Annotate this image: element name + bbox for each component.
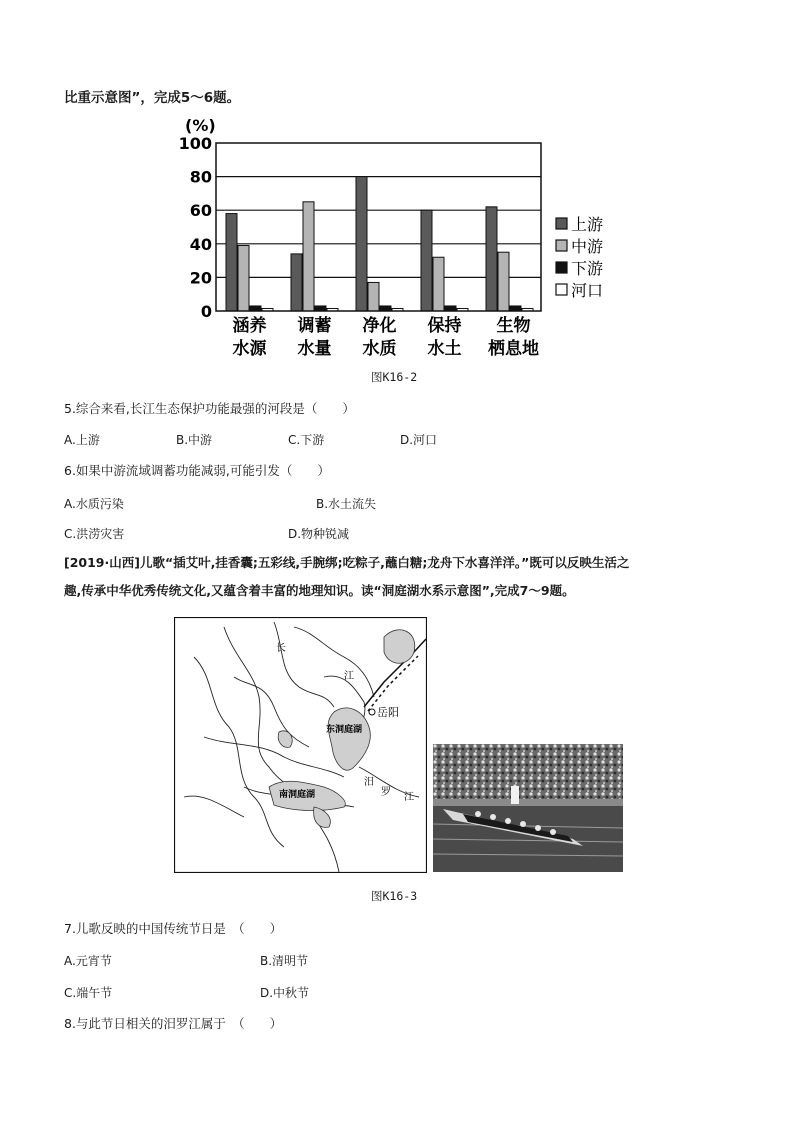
y-tick-label: 0 xyxy=(200,302,212,321)
passage-line-2: 趣,传承中华优秀传统文化,又蕴含着丰富的地理知识。读“洞庭湖水系示意图”,完成7～9题。 xyxy=(64,583,575,598)
bar-下游-生物 xyxy=(510,306,521,311)
intro-text: 比重示意图”，完成5～6题。 xyxy=(64,90,241,106)
x-label-line1: 调蓄 xyxy=(297,316,332,336)
x-label-line2: 水土 xyxy=(427,339,462,359)
standing-figure xyxy=(511,786,519,804)
bar-上游-调蓄 xyxy=(291,254,302,311)
label-east-dongting: 东洞庭湖 xyxy=(326,725,363,735)
y-tick-label: 80 xyxy=(189,167,212,187)
passage-line-1: [2019·山西]儿歌“插艾叶,挂香囊;五彩线,手腕绑;吃粽子,蘸白糖;龙舟下水喜洋洋。”既可以反映生活之 xyxy=(64,555,630,570)
q6-option-b[interactable]: B.水土流失 xyxy=(316,497,377,511)
y-tick-label: 40 xyxy=(189,234,212,254)
legend-swatch-中游 xyxy=(556,240,567,251)
q7-option-b[interactable]: B.清明节 xyxy=(260,954,309,968)
question-7-stem: 7.儿歌反映的中国传统节日是 （ ） xyxy=(64,921,283,936)
legend xyxy=(556,215,603,300)
legend-label: 河口 xyxy=(571,281,604,300)
label-jiang: 江 xyxy=(344,671,354,682)
q7-option-a[interactable]: A.元宵节 xyxy=(64,954,112,968)
bar-上游-涵养 xyxy=(226,214,237,311)
bar-中游-保持 xyxy=(433,257,444,311)
q7-option-d[interactable]: D.中秋节 xyxy=(260,986,310,1000)
q7-option-c[interactable]: C.端午节 xyxy=(64,986,113,1000)
label-luo: 罗 xyxy=(381,787,391,798)
x-label-line2: 水源 xyxy=(232,339,267,359)
bar-下游-保持 xyxy=(445,306,456,311)
y-tick-label: 100 xyxy=(178,134,212,153)
question-8-stem: 8.与此节日相关的汨罗江属于 （ ） xyxy=(64,1016,283,1031)
y-tick-label: 20 xyxy=(189,268,212,288)
question-5-stem: 5.综合来看,长江生态保护功能最强的河段是（ ） xyxy=(64,401,355,416)
lake-northeast xyxy=(384,630,415,663)
x-label-line1: 涵养 xyxy=(232,316,267,336)
label-chang: 长 xyxy=(276,643,286,654)
label-jiang-2: 江 xyxy=(404,792,414,803)
q6-option-c[interactable]: C.洪涝灾害 xyxy=(64,527,125,541)
bar-上游-生物 xyxy=(486,207,497,311)
bar-中游-调蓄 xyxy=(303,202,314,311)
y-axis-label: (%) xyxy=(185,116,216,135)
x-label-line1: 保持 xyxy=(427,316,462,336)
bar-上游-净化 xyxy=(356,177,367,311)
bar-中游-生物 xyxy=(498,252,509,311)
x-tick-labels xyxy=(233,315,540,359)
bar-chart xyxy=(0,0,794,370)
q5-option-d[interactable]: D.河口 xyxy=(400,433,438,447)
dongting-lake-map xyxy=(174,617,427,873)
bar-下游-调蓄 xyxy=(315,306,326,311)
dragon-boat-photo xyxy=(433,744,623,872)
dragon-boat-illustration xyxy=(433,744,623,872)
bar-上游-保持 xyxy=(421,210,432,311)
passage xyxy=(64,549,744,605)
figure-caption-k16-3: 图K16-3 xyxy=(371,889,418,903)
x-label-line1: 净化 xyxy=(362,316,397,336)
x-label-line2: 水量 xyxy=(297,339,332,359)
bar-下游-涵养 xyxy=(250,306,261,311)
question-6-stem: 6.如果中游流域调蓄功能减弱,可能引发（ ） xyxy=(64,463,330,478)
q5-option-c[interactable]: C.下游 xyxy=(288,433,325,447)
legend-label: 下游 xyxy=(571,259,604,278)
y-tick-label: 60 xyxy=(189,201,212,221)
label-mi: 汨 xyxy=(364,777,374,788)
legend-label: 上游 xyxy=(571,215,604,234)
q5-option-b[interactable]: B.中游 xyxy=(176,433,213,447)
x-label-line1: 生物 xyxy=(496,316,531,336)
x-label-line2: 水质 xyxy=(362,339,397,359)
x-label-line2: 栖息地 xyxy=(488,339,539,359)
bar-中游-涵养 xyxy=(238,245,249,311)
label-yueyang: 岳阳 xyxy=(377,706,399,719)
legend-swatch-上游 xyxy=(556,218,567,229)
q6-option-a[interactable]: A.水质污染 xyxy=(64,497,124,511)
legend-swatch-下游 xyxy=(556,262,567,273)
yueyang-marker xyxy=(369,709,375,715)
legend-swatch-河口 xyxy=(556,284,567,295)
bar-下游-净化 xyxy=(380,306,391,311)
bar-中游-净化 xyxy=(368,282,379,311)
label-south-dongting: 南洞庭湖 xyxy=(279,790,316,800)
q5-option-a[interactable]: A.上游 xyxy=(64,433,100,447)
figure-caption-k16-2: 图K16-2 xyxy=(371,370,418,384)
legend-label: 中游 xyxy=(571,237,604,256)
y-tick-labels xyxy=(179,134,212,321)
q6-option-d[interactable]: D.物种锐减 xyxy=(288,527,350,541)
